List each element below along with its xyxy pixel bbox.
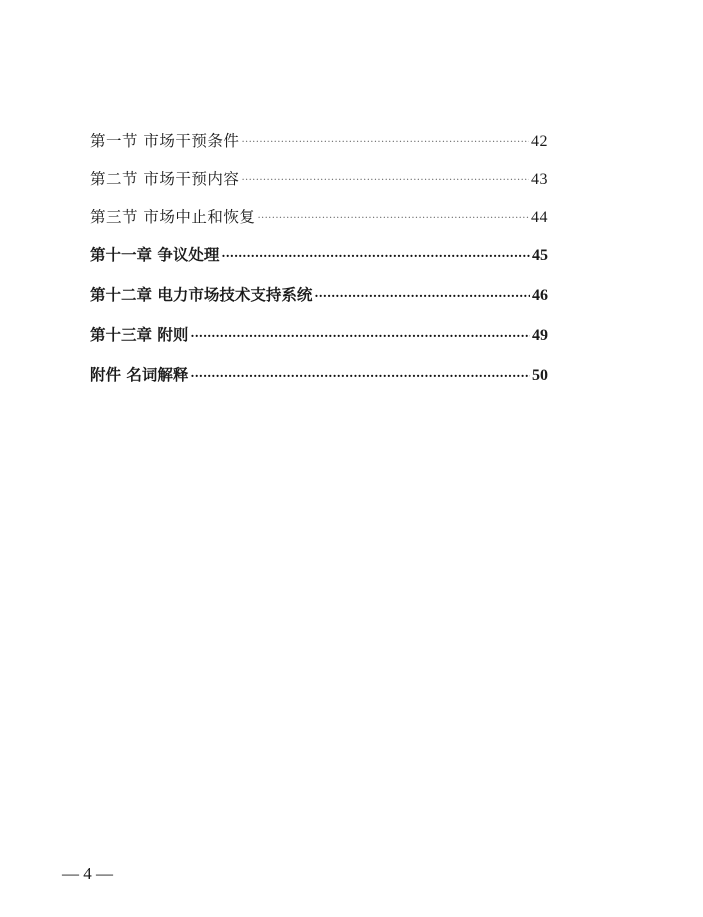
toc-entry-label: 第十一章 争议处理: [90, 245, 220, 264]
toc-entry-page: 50: [532, 367, 548, 384]
dot-leader: [241, 131, 529, 147]
table-of-contents: [90, 129, 548, 403]
toc-entry-label: 附件 名词解释: [90, 365, 189, 384]
dot-leader: [314, 285, 530, 301]
toc-entry-page: 44: [531, 209, 548, 226]
page-number-footer: — 4 —: [62, 864, 113, 883]
toc-entry-page: 46: [532, 287, 548, 304]
toc-entry-page: 45: [532, 247, 548, 264]
toc-entry-page: 42: [531, 133, 548, 150]
toc-entry-label: 第十三章 附则: [90, 325, 189, 344]
dot-leader: [190, 325, 530, 341]
toc-entry-section-1[interactable]: [90, 129, 548, 149]
toc-entry-chapter-11[interactable]: [90, 243, 548, 263]
toc-entry-chapter-13[interactable]: [90, 323, 548, 343]
dot-leader: [241, 169, 529, 185]
toc-entry-label: 第二节 市场干预内容: [90, 170, 240, 188]
dot-leader: [221, 245, 530, 261]
toc-entry-appendix[interactable]: [90, 363, 548, 383]
toc-entry-page: 49: [532, 327, 548, 344]
toc-entry-section-3[interactable]: [90, 205, 548, 225]
toc-entry-section-2[interactable]: [90, 167, 548, 187]
toc-entry-label: 第三节 市场中止和恢复: [90, 208, 256, 226]
toc-entry-page: 43: [531, 171, 548, 188]
toc-entry-label: 第十二章 电力市场技术支持系统: [90, 285, 313, 304]
toc-entry-chapter-12[interactable]: [90, 283, 548, 303]
toc-entry-label: 第一节 市场干预条件: [90, 132, 240, 150]
dot-leader: [190, 365, 530, 381]
dot-leader: [257, 207, 529, 223]
